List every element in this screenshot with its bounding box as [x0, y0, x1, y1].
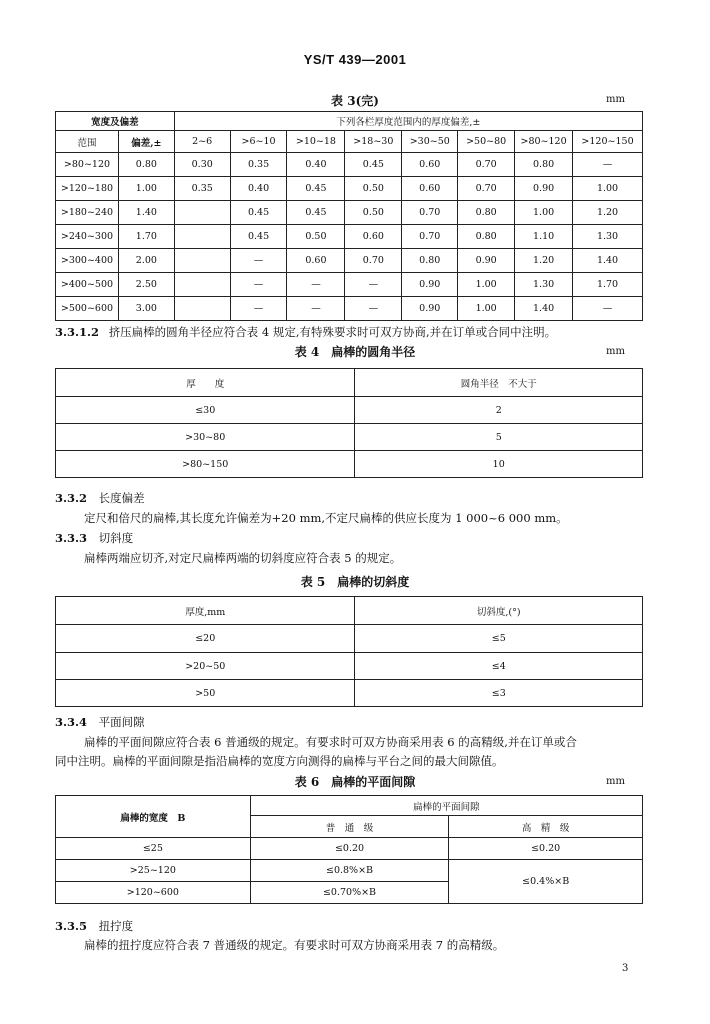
table4-cell: >30~80: [56, 424, 355, 451]
thickness-deviation-cell: 0.80: [458, 201, 515, 225]
thickness-deviation-cell: 1.30: [515, 273, 573, 297]
thickness-col: >10~18: [287, 131, 345, 153]
thickness-deviation-cell: 0.35: [174, 177, 230, 201]
section-3-3-4-line1: 扁棒的平面间隙应符合表 6 普通级的规定。有要求时可双方协商采用表 6 的高精级,并在订单或合: [84, 735, 577, 749]
table4-cell: 2: [355, 397, 643, 424]
table6-cell: >120~600: [56, 882, 251, 904]
table3-row: [56, 225, 643, 249]
thickness-deviation-cell: 0.50: [345, 201, 402, 225]
width-range-cell: >500~600: [56, 297, 119, 321]
section-number: 3.3.4: [55, 715, 88, 729]
table4-col-radius: 圆角半径 不大于: [355, 369, 643, 397]
thickness-deviation-cell: 0.90: [458, 249, 515, 273]
width-deviation-cell: 1.70: [118, 225, 174, 249]
thickness-deviation-cell: 0.80: [515, 153, 573, 177]
table3-head-thickness: 下列各栏厚度范围内的厚度偏差,±: [174, 112, 642, 131]
table4-cell: >80~150: [56, 451, 355, 478]
table4-cell: 10: [355, 451, 643, 478]
table6: [55, 795, 643, 904]
section-title: 平面间隙: [98, 715, 145, 729]
section-title: 长度偏差: [98, 491, 145, 505]
table4-col-thickness: 厚 度: [56, 369, 355, 397]
thickness-deviation-cell: 0.80: [402, 249, 458, 273]
table3-head-width: 宽度及偏差: [56, 112, 175, 131]
thickness-col: 2~6: [174, 131, 230, 153]
table5-cell: ≤20: [56, 625, 355, 653]
thickness-col: >80~120: [515, 131, 573, 153]
table3: [55, 111, 643, 321]
table6-cell: ≤0.20: [449, 838, 643, 860]
thickness-deviation-cell: 0.30: [174, 153, 230, 177]
table5: [55, 596, 643, 707]
thickness-deviation-cell: 0.60: [345, 225, 402, 249]
section-number: 3.3.2: [55, 491, 88, 505]
thickness-deviation-cell: —: [345, 297, 402, 321]
thickness-deviation-cell: 0.90: [402, 273, 458, 297]
table3-unit: mm: [606, 94, 625, 105]
table6-col-gap: 扁棒的平面间隙: [250, 796, 642, 816]
thickness-col: >6~10: [230, 131, 287, 153]
table4-caption: 表 4 扁棒的圆角半径: [294, 345, 416, 359]
thickness-deviation-cell: 0.45: [230, 225, 287, 249]
table3-sub-deviation: 偏差,±: [118, 131, 174, 153]
thickness-deviation-cell: —: [287, 273, 345, 297]
thickness-deviation-cell: 0.35: [230, 153, 287, 177]
table6-cell: ≤0.70%×B: [250, 882, 449, 904]
thickness-deviation-cell: 1.00: [515, 201, 573, 225]
thickness-deviation-cell: 0.90: [515, 177, 573, 201]
thickness-col: >18~30: [345, 131, 402, 153]
thickness-deviation-cell: 0.40: [287, 153, 345, 177]
thickness-deviation-cell: 0.60: [287, 249, 345, 273]
thickness-deviation-cell: 0.50: [287, 225, 345, 249]
width-range-cell: >400~500: [56, 273, 119, 297]
table6-sub-normal: 普 通 级: [250, 816, 449, 838]
standard-code-header: YS/T 439—2001: [303, 52, 407, 67]
thickness-deviation-cell: 0.60: [402, 177, 458, 201]
section-title: 扭拧度: [98, 919, 134, 933]
section-title: 切斜度: [98, 531, 134, 545]
thickness-deviation-cell: 0.40: [230, 177, 287, 201]
section-3-3-2-heading: [55, 490, 145, 506]
table3-row: [56, 153, 643, 177]
section-3-3-5-text: 扁棒的扭拧度应符合表 7 普通级的规定。有要求时可双方协商采用表 7 的高精级。: [84, 938, 505, 952]
section-3-3-5-heading: [55, 918, 133, 934]
table6-cell: ≤0.20: [250, 838, 449, 860]
section-3-3-1-2: [55, 324, 556, 340]
thickness-deviation-cell: —: [230, 249, 287, 273]
section-number: 3.3.1.2: [55, 325, 100, 339]
thickness-deviation-cell: 0.70: [402, 225, 458, 249]
width-deviation-cell: 1.40: [118, 201, 174, 225]
table5-col-angle: 切斜度,(°): [355, 597, 643, 625]
thickness-deviation-cell: 1.70: [573, 273, 643, 297]
thickness-deviation-cell: 0.70: [458, 153, 515, 177]
thickness-col: >120~150: [573, 131, 643, 153]
table6-cell: ≤25: [56, 838, 251, 860]
table6-sub-high: 高 精 级: [449, 816, 643, 838]
table6-unit: mm: [606, 776, 625, 787]
thickness-deviation-cell: —: [573, 153, 643, 177]
thickness-deviation-cell: 0.90: [402, 297, 458, 321]
thickness-deviation-cell: 0.45: [287, 201, 345, 225]
thickness-deviation-cell: 0.80: [458, 225, 515, 249]
thickness-deviation-cell: [174, 297, 230, 321]
page-number: 3: [622, 963, 629, 974]
thickness-deviation-cell: 1.00: [573, 177, 643, 201]
table3-row: [56, 201, 643, 225]
width-range-cell: >80~120: [56, 153, 119, 177]
thickness-col: >30~50: [402, 131, 458, 153]
section-number: 3.3.3: [55, 531, 88, 545]
table6-col-width: 扁棒的宽度 B: [56, 796, 251, 838]
table6-cell: ≤0.8%×B: [250, 860, 449, 882]
section-3-3-3-text: 扁棒两端应切齐,对定尺扁棒两端的切斜度应符合表 5 的规定。: [84, 551, 402, 565]
thickness-deviation-cell: 0.45: [345, 153, 402, 177]
table4-cell: 5: [355, 424, 643, 451]
width-deviation-cell: 3.00: [118, 297, 174, 321]
table3-sub-range: 范围: [56, 131, 119, 153]
thickness-deviation-cell: [174, 249, 230, 273]
thickness-deviation-cell: [174, 273, 230, 297]
width-range-cell: >120~180: [56, 177, 119, 201]
table3-row: [56, 297, 643, 321]
table6-cell: ≤0.4%×B: [449, 860, 643, 904]
thickness-deviation-cell: 0.70: [402, 201, 458, 225]
width-deviation-cell: 2.00: [118, 249, 174, 273]
thickness-col: >50~80: [458, 131, 515, 153]
section-3-3-4-heading: [55, 714, 145, 730]
table4: [55, 368, 643, 478]
thickness-deviation-cell: —: [230, 273, 287, 297]
section-3-3-2-text: 定尺和倍尺的扁棒,其长度允许偏差为+20 mm,不定尺扁棒的供应长度为 1 000~6 000 mm。: [84, 511, 568, 525]
thickness-deviation-cell: 0.45: [287, 177, 345, 201]
table6-cell: >25~120: [56, 860, 251, 882]
thickness-deviation-cell: —: [287, 297, 345, 321]
table3-row: [56, 273, 643, 297]
table5-cell: ≤5: [355, 625, 643, 653]
table5-cell: ≤4: [355, 653, 643, 680]
thickness-deviation-cell: —: [345, 273, 402, 297]
table5-cell: >20~50: [56, 653, 355, 680]
width-range-cell: >240~300: [56, 225, 119, 249]
thickness-deviation-cell: 1.40: [573, 249, 643, 273]
thickness-deviation-cell: 1.20: [573, 201, 643, 225]
thickness-deviation-cell: 1.40: [515, 297, 573, 321]
table5-caption: 表 5 扁棒的切斜度: [300, 575, 410, 589]
thickness-deviation-cell: 0.70: [458, 177, 515, 201]
width-deviation-cell: 1.00: [118, 177, 174, 201]
thickness-deviation-cell: —: [573, 297, 643, 321]
table4-cell: ≤30: [56, 397, 355, 424]
thickness-deviation-cell: 0.50: [345, 177, 402, 201]
section-3-3-3-heading: [55, 530, 133, 546]
width-deviation-cell: 2.50: [118, 273, 174, 297]
section-3-3-4-line2: 同中注明。扁棒的平面间隙是指沿扁棒的宽度方向测得的扁棒与平台之间的最大间隙值。: [55, 754, 504, 768]
thickness-deviation-cell: 1.10: [515, 225, 573, 249]
table4-unit: mm: [606, 346, 625, 357]
table5-cell: ≤3: [355, 680, 643, 707]
thickness-deviation-cell: [174, 201, 230, 225]
table3-row: [56, 177, 643, 201]
thickness-deviation-cell: 1.00: [458, 297, 515, 321]
thickness-deviation-cell: [174, 225, 230, 249]
table5-cell: >50: [56, 680, 355, 707]
thickness-deviation-cell: —: [230, 297, 287, 321]
table6-caption: 表 6 扁棒的平面间隙: [294, 775, 416, 789]
table5-col-thickness: 厚度,mm: [56, 597, 355, 625]
thickness-deviation-cell: 0.70: [345, 249, 402, 273]
section-text: 挤压扁棒的圆角半径应符合表 4 规定,有特殊要求时可双方协商,并在订单或合同中注明。: [108, 325, 557, 339]
width-range-cell: >180~240: [56, 201, 119, 225]
thickness-deviation-cell: 1.20: [515, 249, 573, 273]
table3-caption: 表 3(完): [331, 94, 379, 108]
thickness-deviation-cell: 1.30: [573, 225, 643, 249]
section-number: 3.3.5: [55, 919, 88, 933]
thickness-deviation-cell: 1.00: [458, 273, 515, 297]
width-deviation-cell: 0.80: [118, 153, 174, 177]
table3-row: [56, 249, 643, 273]
thickness-deviation-cell: 0.60: [402, 153, 458, 177]
thickness-deviation-cell: 0.45: [230, 201, 287, 225]
width-range-cell: >300~400: [56, 249, 119, 273]
